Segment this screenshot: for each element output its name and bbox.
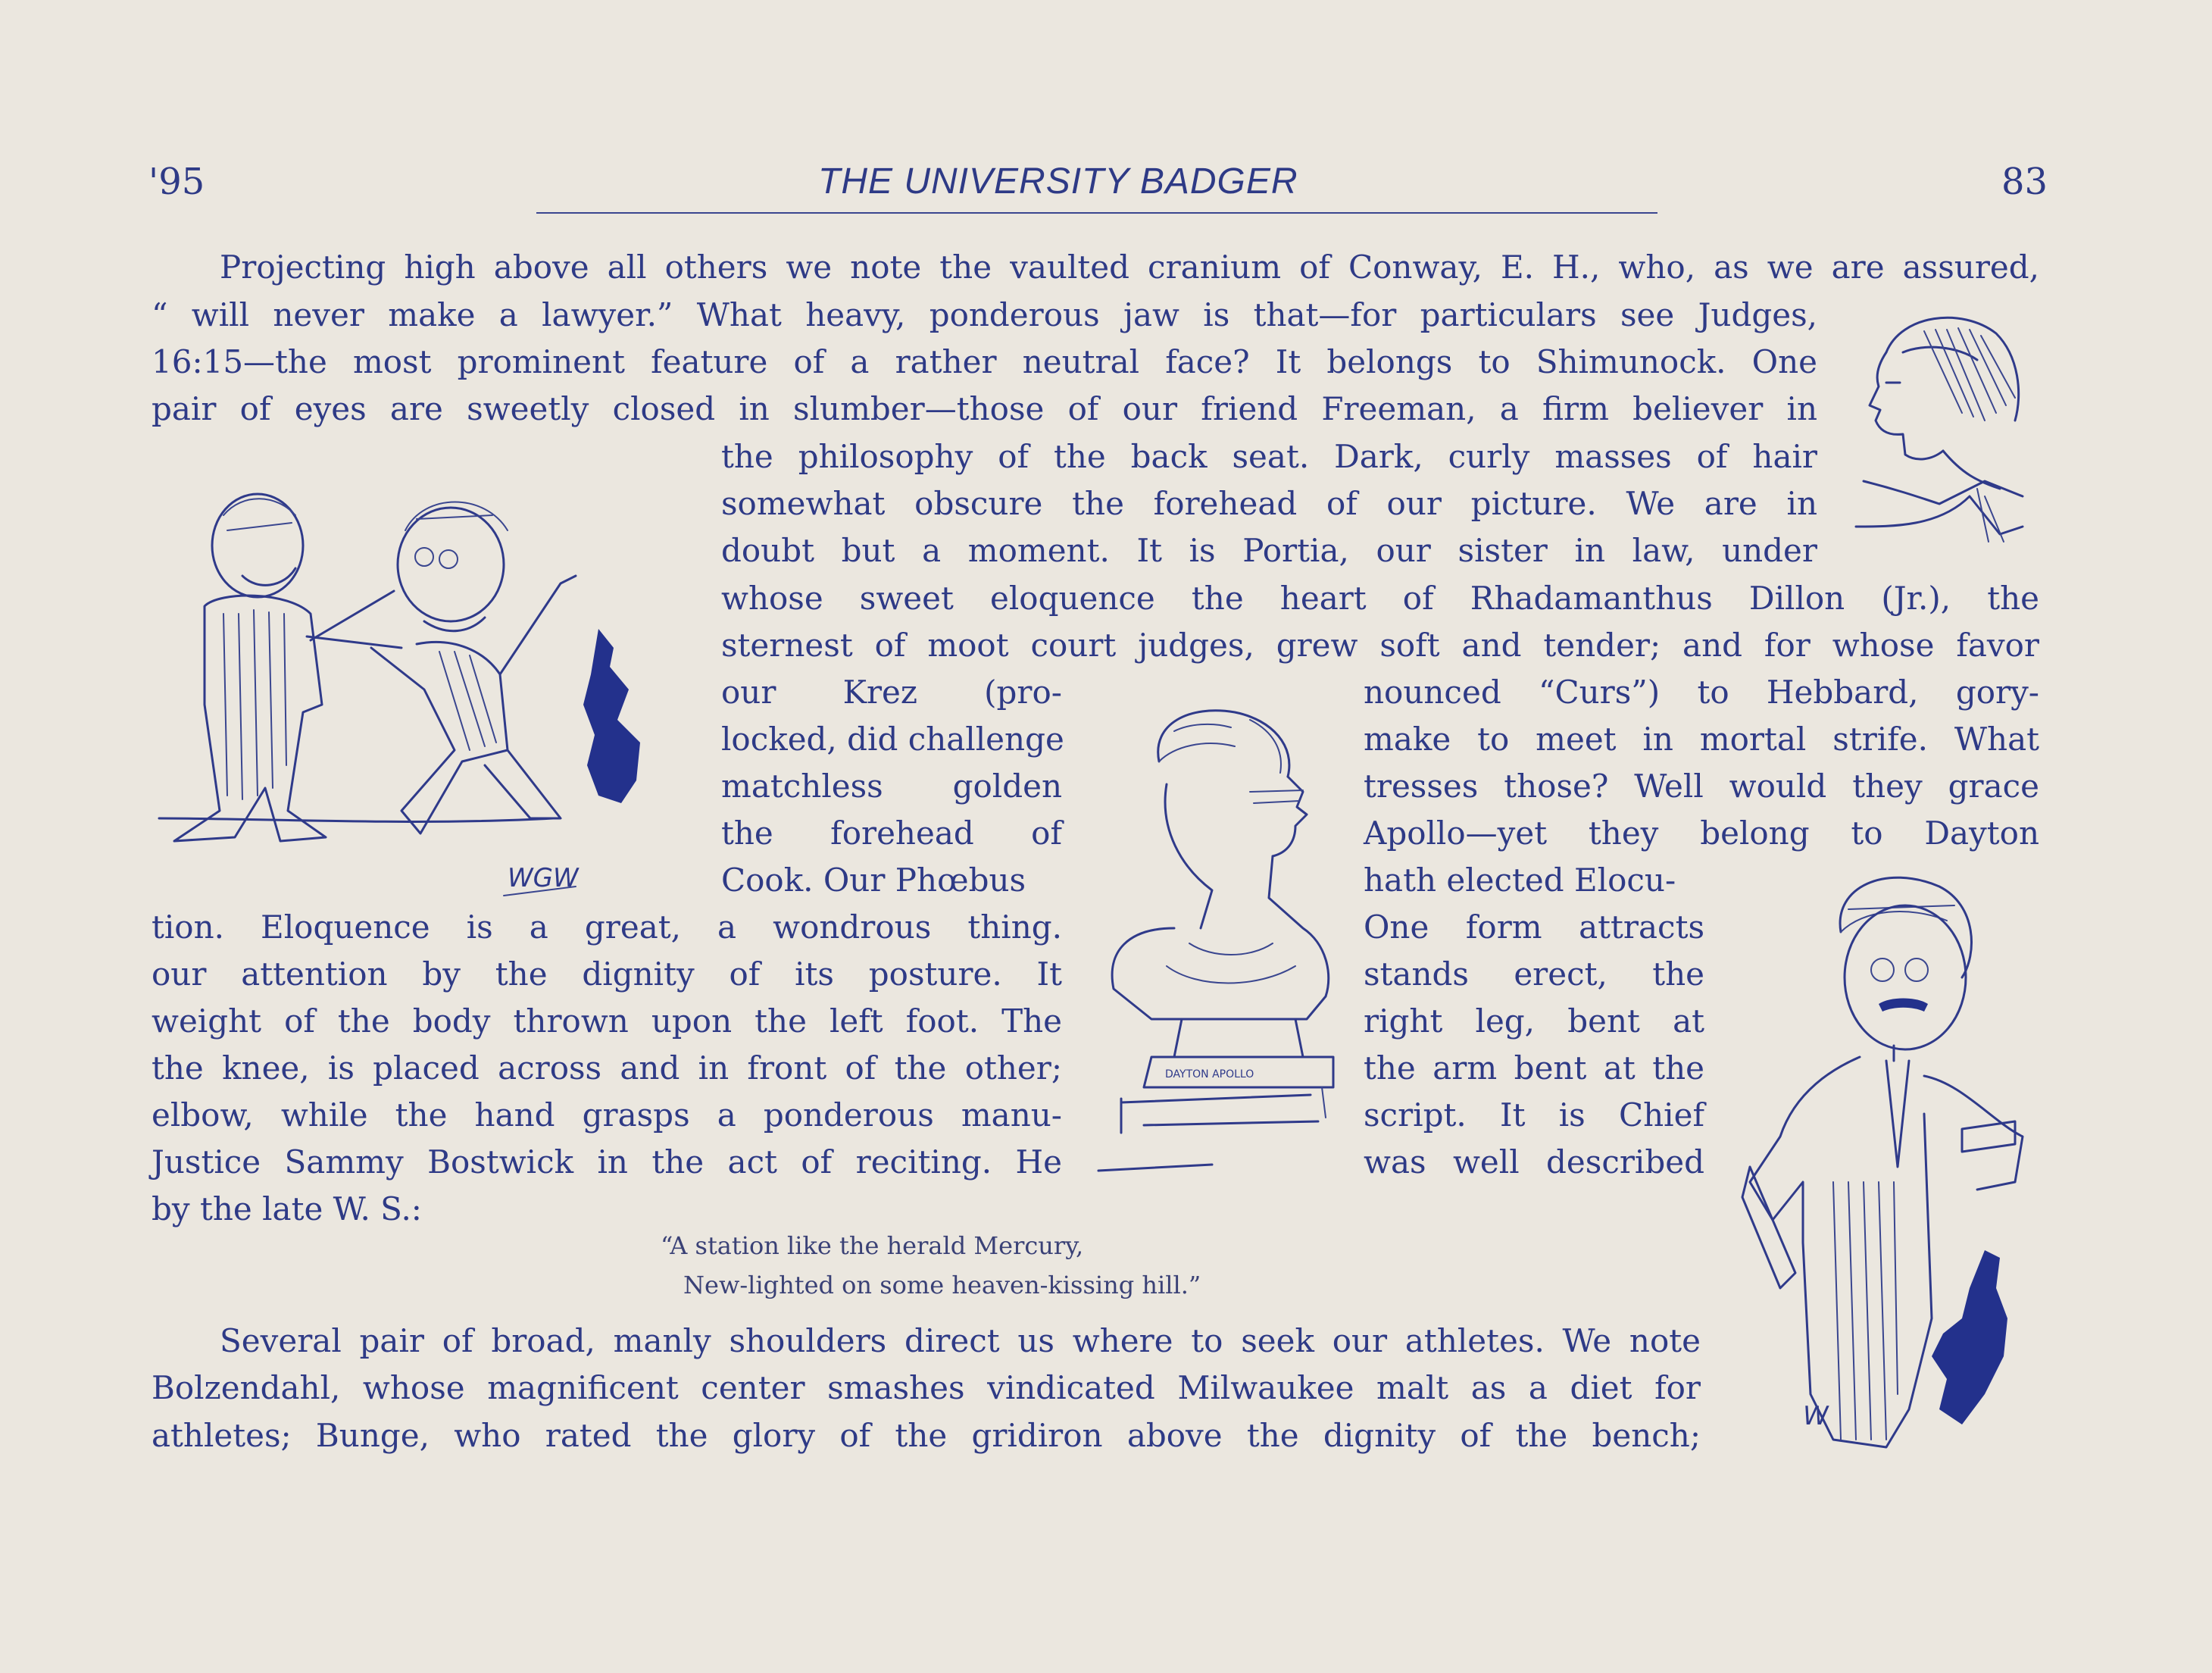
apollo-bust-illustration xyxy=(1076,701,1356,1171)
quote-line: New-lighted on some heaven-kissing hill.” xyxy=(683,1271,1201,1299)
header-year: '95 xyxy=(148,161,205,203)
text-line: matchless golden xyxy=(721,768,1062,805)
text-line: sternest of moot court judges, grew soft and tender; and for whose favor xyxy=(721,627,2039,664)
text-line: the knee, is placed across and in front of the other; xyxy=(152,1049,1062,1087)
text-line: stands erect, the xyxy=(1364,955,1704,993)
text-line: was well described xyxy=(1364,1143,1704,1180)
text-line: Cook. Our Phœbus xyxy=(721,862,1026,899)
text-line: Projecting high above all others we note the vaulted cranium of Conway, E. H., who, as we are assured, xyxy=(220,249,2039,286)
text-line: Justice Sammy Bostwick in the act of reciting. He xyxy=(152,1143,1062,1180)
text-line: our attention by the dignity of its posture. It xyxy=(152,955,1062,993)
text-line: tion. Eloquence is a great, a wondrous thing. xyxy=(152,908,1062,946)
text-line: pair of eyes are sweetly closed in slumber—those of our friend Freeman, a firm believer in xyxy=(152,390,1817,427)
quote-line: “A station like the herald Mercury, xyxy=(661,1231,1084,1260)
header-title: THE UNIVERSITY BADGER xyxy=(818,161,1298,202)
text-line: doubt but a moment. It is Portia, our sister in law, under xyxy=(721,532,1817,569)
orator-caricature-illustration xyxy=(1735,864,2053,1470)
text-line: elbow, while the hand grasps a ponderous manu- xyxy=(152,1096,1062,1134)
text-line: whose sweet eloquence the heart of Rhadamanthus Dillon (Jr.), the xyxy=(721,580,2039,617)
text-line: the arm bent at the xyxy=(1364,1049,1704,1087)
text-line: hath elected Elocu- xyxy=(1364,862,1676,899)
text-line: “ will never make a lawyer.” What heavy, ponderous jaw is that—for particulars see Judges, xyxy=(152,296,1817,333)
text-line: script. It is Chief xyxy=(1364,1096,1704,1134)
header-rule xyxy=(536,212,1657,214)
text-line: Bolzendahl, whose magnificent center smashes vindicated Milwaukee malt as a diet for xyxy=(152,1369,1701,1406)
text-line: weight of the body thrown upon the left foot. The xyxy=(152,1002,1062,1040)
text-line: the forehead of xyxy=(721,815,1062,852)
bust-plinth-label: DAYTON APOLLO xyxy=(1165,1068,1254,1080)
text-line: nounced “Curs”) to Hebbard, gory- xyxy=(1364,674,2039,711)
text-line: the philosophy of the back seat. Dark, curly masses of hair xyxy=(721,438,1817,475)
fencers-signature: WGW xyxy=(508,863,579,893)
text-line: right leg, bent at xyxy=(1364,1002,1704,1040)
text-line: Apollo—yet they belong to Dayton xyxy=(1364,815,2039,852)
text-line: locked, did challenge xyxy=(721,721,1064,758)
text-line: athletes; Bunge, who rated the glory of the gridiron above the dignity of the bench; xyxy=(152,1417,1701,1454)
text-line: Several pair of broad, manly shoulders direct us where to seek our athletes. We note xyxy=(220,1322,1701,1359)
profile-portrait-illustration xyxy=(1833,299,2030,549)
text-line: by the late W. S.: xyxy=(152,1190,422,1227)
fencing-caricature-illustration xyxy=(152,462,697,902)
text-line: tresses those? Well would they grace xyxy=(1364,768,2039,805)
text-line: 16:15—the most prominent feature of a rather neutral face? It belongs to Shimunock. One xyxy=(152,343,1817,380)
page-number: 83 xyxy=(2001,161,2048,203)
orator-signature: W xyxy=(1803,1401,1829,1431)
text-line: our Krez (pro- xyxy=(721,674,1062,711)
text-line: One form attracts xyxy=(1364,908,1704,946)
text-line: somewhat obscure the forehead of our picture. We are in xyxy=(721,485,1817,522)
text-line: make to meet in mortal strife. What xyxy=(1364,721,2039,758)
